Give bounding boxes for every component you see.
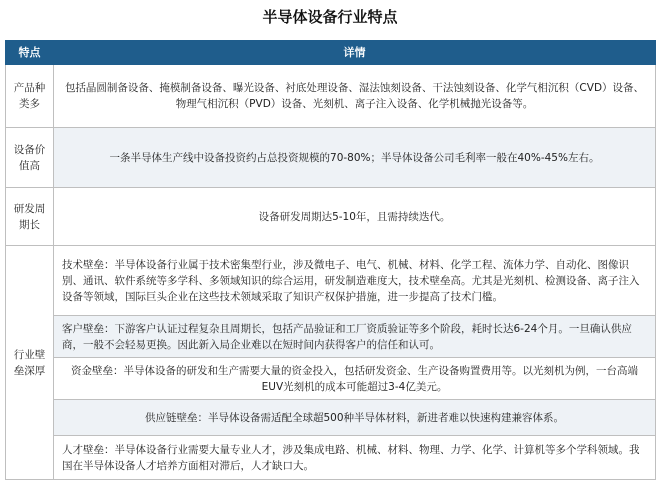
header-feature: 特点 bbox=[6, 41, 54, 65]
feature-cell: 产品种类多 bbox=[6, 65, 54, 128]
header-detail: 详情 bbox=[54, 41, 656, 65]
table-row bbox=[6, 316, 656, 358]
table-row bbox=[6, 128, 656, 188]
page-title: 半导体设备行业特点 bbox=[262, 8, 398, 26]
table-row bbox=[6, 436, 656, 480]
feature-cell: 行业壁垒深厚 bbox=[6, 246, 54, 480]
features-table bbox=[5, 40, 656, 480]
table-row bbox=[6, 65, 656, 128]
table-row bbox=[6, 246, 656, 316]
feature-cell: 设备价值高 bbox=[6, 128, 54, 188]
table-row bbox=[6, 400, 656, 436]
detail-cell: 设备研发周期达5-10年，且需持续迭代。 bbox=[54, 188, 656, 246]
detail-cell: 客户壁垒：下游客户认证过程复杂且周期长，包括产品验证和工厂资质验证等多个阶段，耗时长达6-24个月。一旦确认供应商，一般不会轻易更换。因此新入局企业难以在短时间内获得客户的信任和认可。 bbox=[54, 316, 656, 358]
detail-cell: 包括晶圆制备设备、掩模制备设备、曝光设备、衬底处理设备、湿法蚀刻设备、干法蚀刻设备、化学气相沉积（CVD）设备、物理气相沉积（PVD）设备、光刻机、离子注入设备、化学机械抛光设备等。 bbox=[54, 65, 656, 128]
table-row bbox=[6, 188, 656, 246]
detail-cell: 资金壁垒：半导体设备的研发和生产需要大量的资金投入，包括研发资金、生产设备购置费用等。以光刻机为例，一台高端EUV光刻机的成本可能超过3-4亿美元。 bbox=[54, 358, 656, 400]
feature-cell: 研发周期长 bbox=[6, 188, 54, 246]
detail-cell: 一条半导体生产线中设备投资约占总投资规模的70-80%；半导体设备公司毛利率一般在40%-45%左右。 bbox=[54, 128, 656, 188]
table-row bbox=[6, 358, 656, 400]
table-header-row bbox=[6, 41, 656, 65]
detail-cell: 技术壁垒：半导体设备行业属于技术密集型行业，涉及微电子、电气、机械、材料、化学工程、流体力学、自动化、图像识别、通讯、软件系统等多学科、多领域知识的综合运用，研发制造难度大，技术壁垒高。尤其是光刻机、检测设备、离子注入设备等领域，国际巨头企业在这些技术领域采取了知识产权保护措施，进一步提高了技术门槛。 bbox=[54, 246, 656, 316]
detail-cell: 供应链壁垒：半导体设备需适配全球超500种半导体材料，新进者难以快速构建兼容体系。 bbox=[54, 400, 656, 436]
detail-cell: 人才壁垒：半导体设备行业需要大量专业人才，涉及集成电路、机械、材料、物理、力学、化学、计算机等多个学科领域。我国在半导体设备人才培养方面相对滞后，人才缺口大。 bbox=[54, 436, 656, 480]
